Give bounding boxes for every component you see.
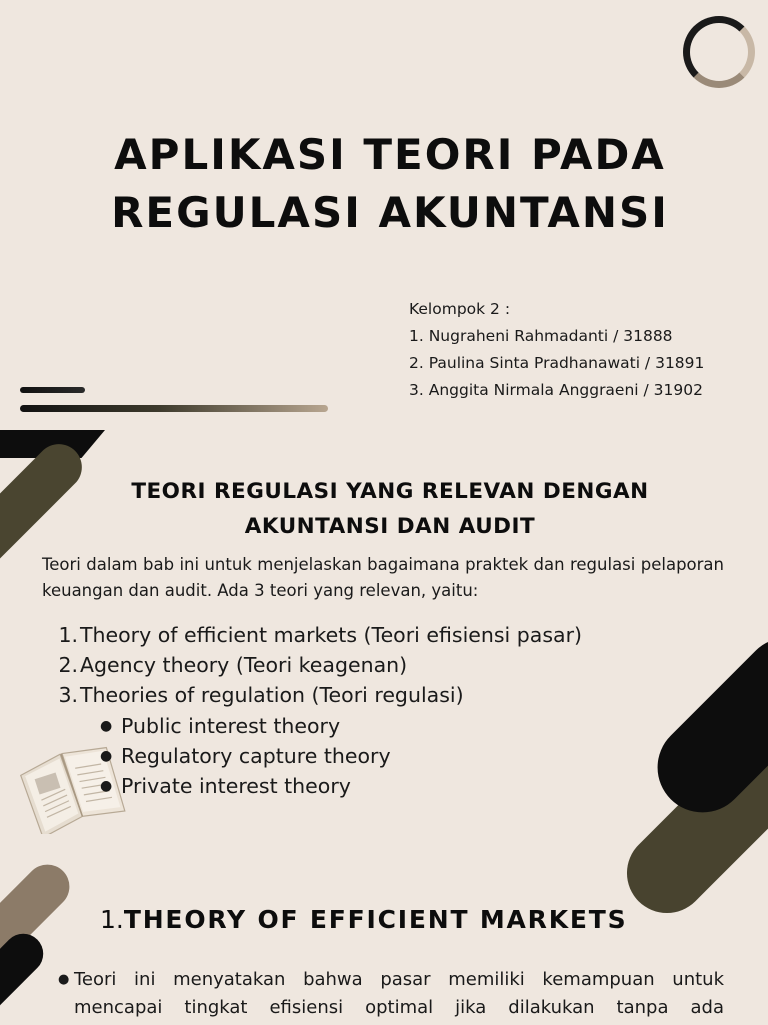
list-item <box>100 741 600 771</box>
group-heading: Kelompok 2 : <box>409 300 511 318</box>
group-member: 2. Paulina Sinta Pradhanawati / 31891 <box>409 354 705 372</box>
section-heading-line-2: AKUNTANSI DAN AUDIT <box>244 514 536 539</box>
list-text: Theory of efficient markets (Teori efisiensi pasar) <box>80 623 582 647</box>
group-member: 1. Nugraheni Rahmadanti / 31888 <box>409 327 673 345</box>
title-line-2: REGULASI AKUNTANSI <box>111 188 669 237</box>
bullet-icon: ● <box>58 972 70 987</box>
section-number: 1. <box>100 905 124 934</box>
group-member: 3. Anggita Nirmala Anggraeni / 31902 <box>409 381 703 399</box>
decorative-line-long <box>20 405 328 412</box>
section-heading-line-1: TEORI REGULASI YANG RELEVAN DENGAN <box>131 479 649 504</box>
decorative-black-pill-left <box>0 926 51 1025</box>
bullet-text: Teori ini menyatakan bahwa pasar memiliki kemampuan untuk mencapai tingkat efisiensi optimal jika dilakukan tanpa ada <box>74 969 724 1018</box>
sub-theory-list <box>100 711 600 801</box>
list-item <box>58 620 658 650</box>
list-number: 1. <box>58 623 78 647</box>
list-item <box>100 711 600 741</box>
decorative-ring <box>683 16 755 88</box>
intro-paragraph: Teori dalam bab ini untuk menjelaskan bagaimana praktek dan regulasi pelaporan keuangan dan audit. Ada 3 teori yang relevan, yaitu: <box>42 555 724 600</box>
list-text: Private interest theory <box>121 774 351 798</box>
list-text: Theories of regulation (Teori regulasi) <box>80 683 464 707</box>
title-line-1: APLIKASI TEORI PADA <box>114 130 666 179</box>
list-text: Agency theory (Teori keagenan) <box>80 653 408 677</box>
list-item <box>58 650 658 680</box>
decorative-line-short <box>20 387 85 393</box>
page-title <box>30 126 750 242</box>
section-heading <box>90 474 690 544</box>
list-text: Public interest theory <box>121 714 341 738</box>
section-title: THEORY OF EFFICIENT MARKETS <box>123 905 628 934</box>
list-item <box>100 771 600 801</box>
theory-list <box>58 620 658 710</box>
section-2-bullet <box>58 966 724 1022</box>
list-item <box>58 680 658 710</box>
list-number: 3. <box>58 683 78 707</box>
bullet-icon: ● <box>100 778 113 794</box>
list-number: 2. <box>58 653 78 677</box>
list-text: Regulatory capture theory <box>121 744 391 768</box>
section-2-heading <box>100 902 660 938</box>
bullet-icon: ● <box>100 718 113 734</box>
bullet-icon: ● <box>100 748 113 764</box>
group-members <box>409 296 749 404</box>
